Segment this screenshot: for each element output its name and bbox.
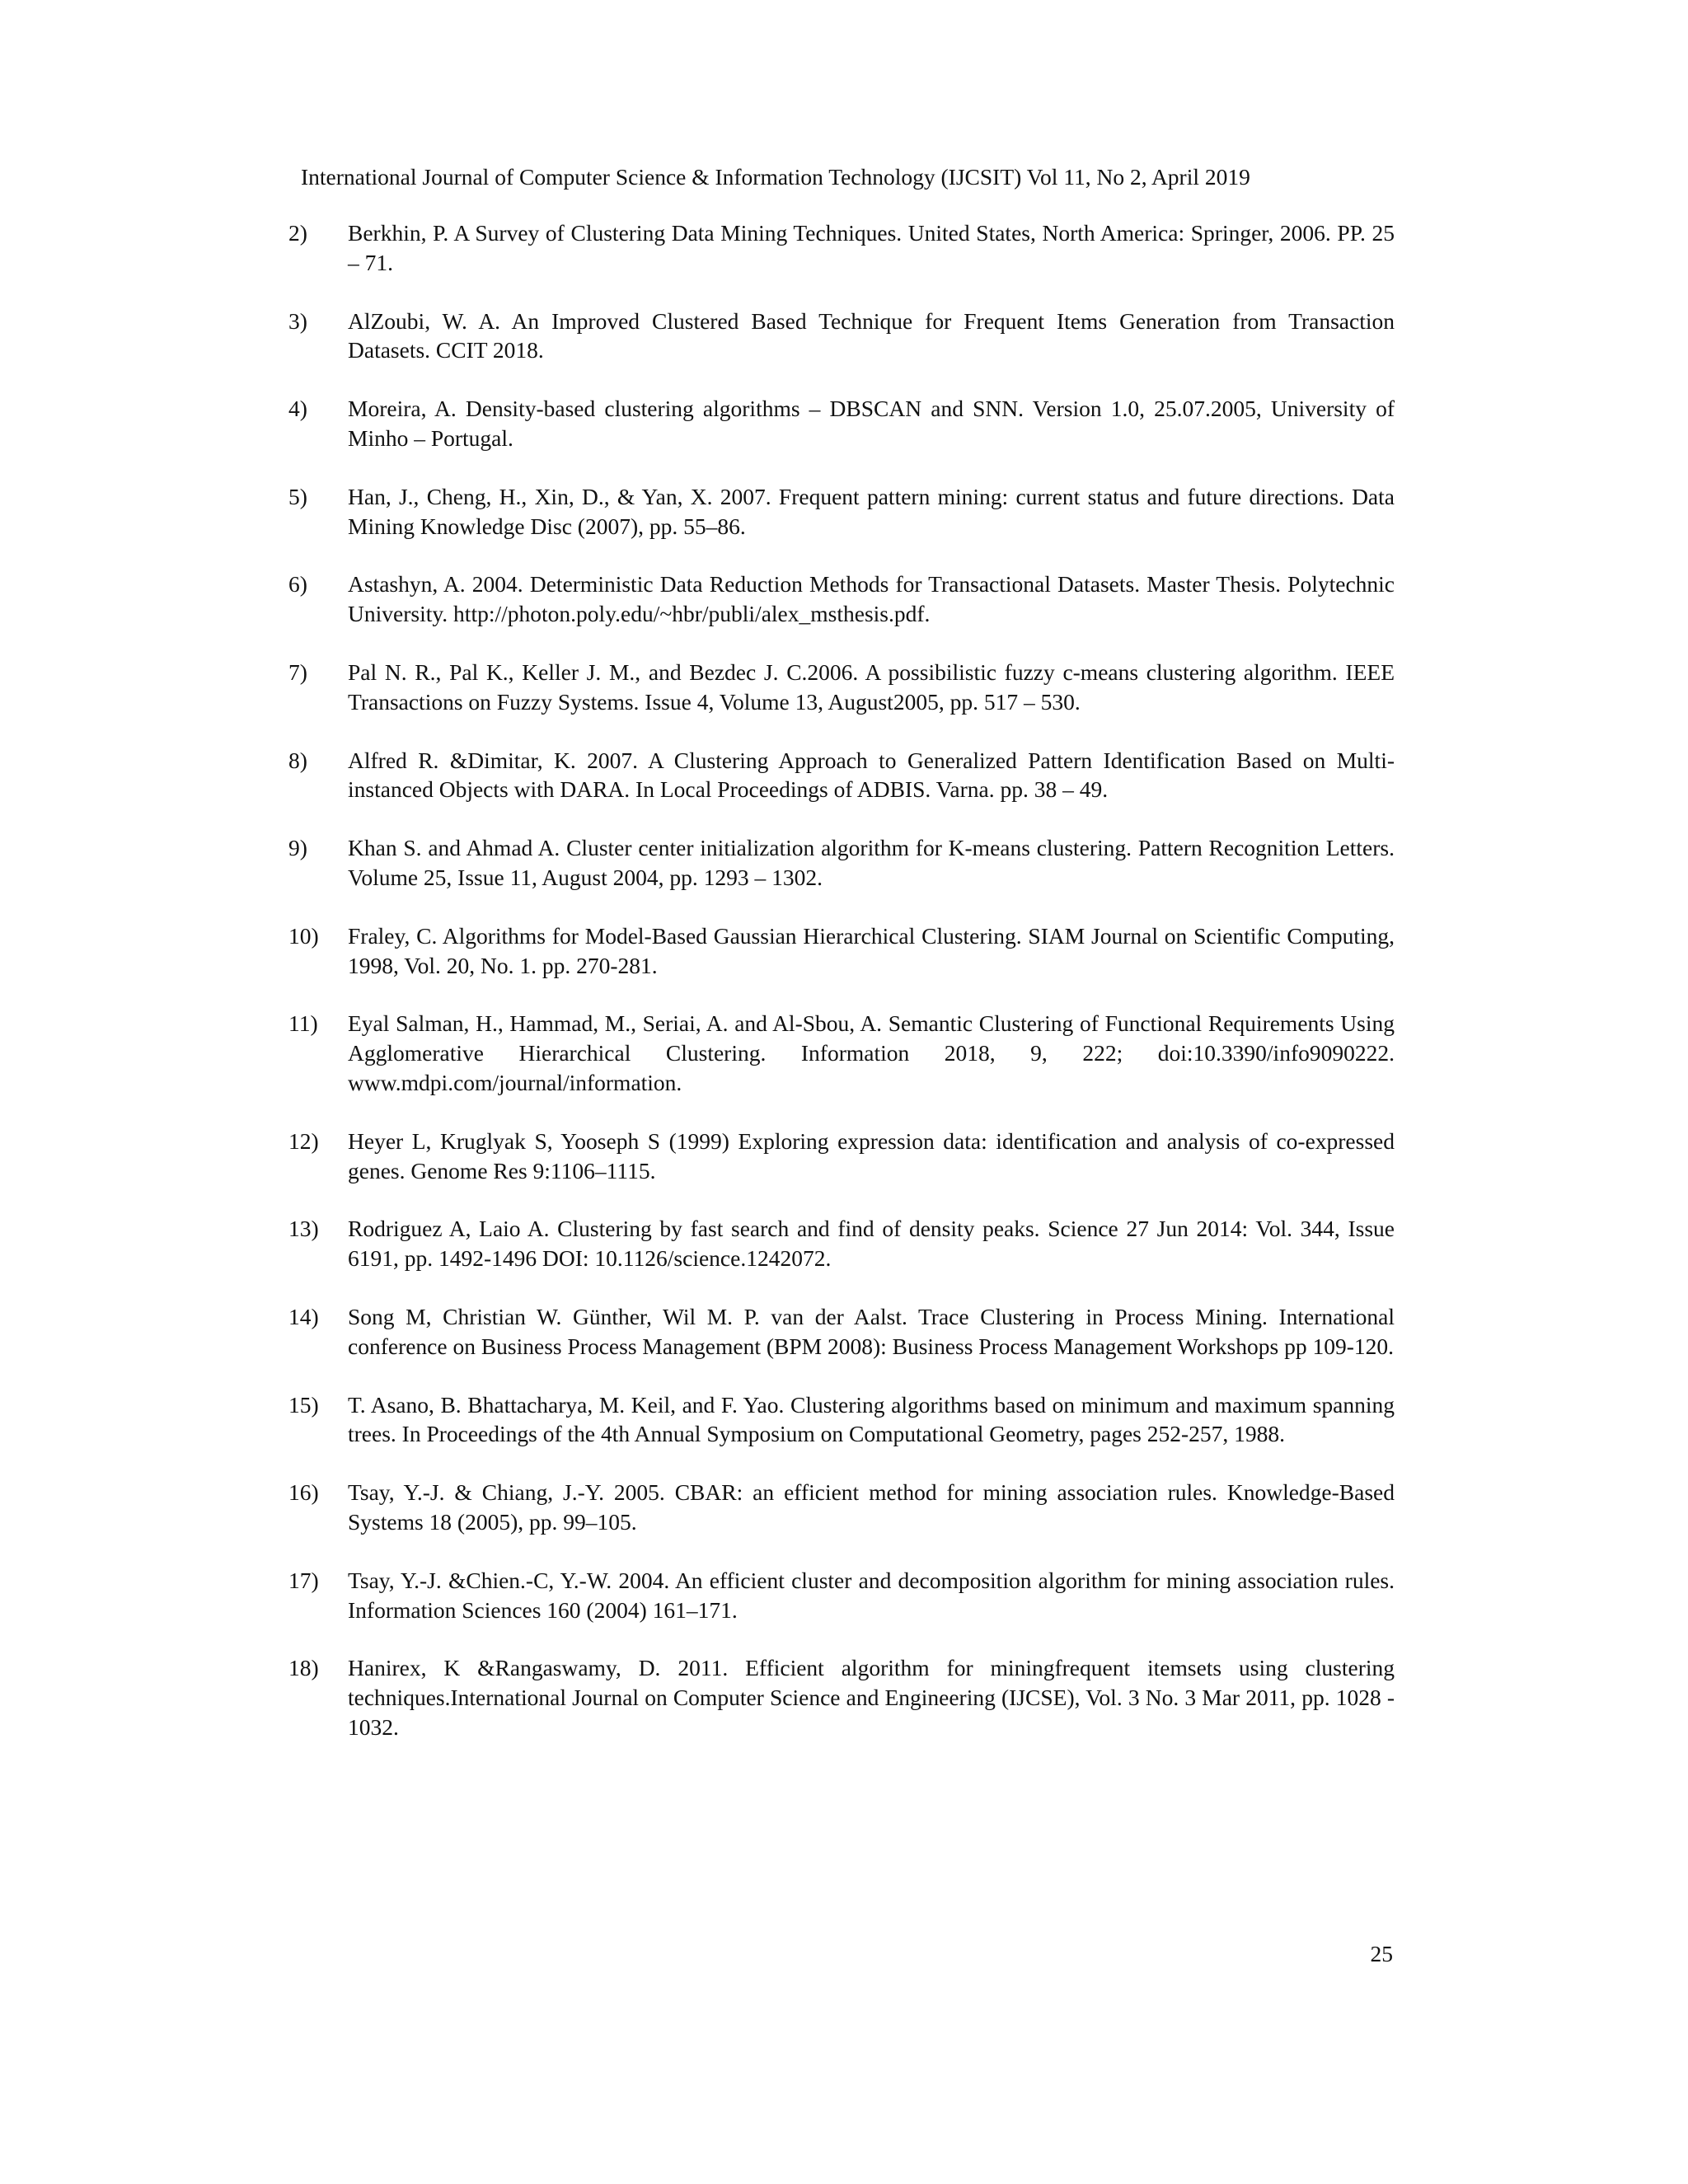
reference-item [288, 1478, 1395, 1537]
reference-text: Khan S. and Ahmad A. Cluster center initialization algorithm for K-means clustering. Pattern Recognition Letters. Volume 25, Issue 11, August 2004, pp. 1293 – 1302. [348, 835, 1395, 890]
reference-number: 6) [288, 571, 307, 598]
reference-item [288, 307, 1395, 366]
reference-text: Eyal Salman, H., Hammad, M., Seriai, A. and Al-Sbou, A. Semantic Clustering of Functional Requirements Using Agglomerative Hierarchical Clustering. Information 2018, 9, 222; doi:10.3390/info9090222. www.mdpi.com/journal/information. [348, 1010, 1395, 1095]
reference-text: Tsay, Y.-J. &Chien.-C, Y.-W. 2004. An efficient cluster and decomposition algorithm for mining association rules. Information Sciences 160 (2004) 161–171. [348, 1567, 1395, 1623]
reference-text: Moreira, A. Density-based clustering algorithms – DBSCAN and SNN. Version 1.0, 25.07.2005, University of Minho – Portugal. [348, 396, 1395, 451]
reference-number: 7) [288, 658, 307, 685]
reference-text: Heyer L, Kruglyak S, Yooseph S (1999) Exploring expression data: identification and analysis of co-expressed genes. Genome Res 9:1106–1115. [348, 1127, 1395, 1183]
reference-text: Rodriguez A, Laio A. Clustering by fast search and find of density peaks. Science 27 Jun 2014: Vol. 344, Issue 6191, pp. 1492-1496 DOI: 10.1126/science.1242072. [348, 1216, 1395, 1272]
reference-text: Pal N. R., Pal K., Keller J. M., and Bezdec J. C.2006. A possibilistic fuzzy c-means clustering algorithm. IEEE Transactions on Fuzzy Systems. Issue 4, Volume 13, August2005, pp. 517 – 530. [348, 658, 1395, 715]
reference-item [288, 1302, 1395, 1361]
reference-number: 3) [288, 307, 307, 334]
reference-number: 9) [288, 835, 307, 861]
reference-number: 16) [288, 1479, 319, 1506]
reference-text: Astashyn, A. 2004. Deterministic Data Reduction Methods for Transactional Datasets. Master Thesis. Polytechnic University. http://photon.poly.edu/~hbr/publi/alex_msthesis.pdf. [348, 571, 1395, 627]
reference-number: 12) [288, 1127, 319, 1154]
reference-number: 8) [288, 747, 307, 773]
reference-item [288, 218, 1395, 278]
reference-number: 10) [288, 922, 319, 949]
reference-text: Hanirex, K &Rangaswamy, D. 2011. Efficient algorithm for miningfrequent itemsets using clustering techniques.International Journal on Computer Science and Engineering (IJCSE), Vol. 3 No. 3 Mar 2011, pp. 1028 - 1032. [348, 1655, 1395, 1740]
reference-item [288, 394, 1395, 453]
reference-number: 5) [288, 483, 307, 509]
reference-number: 14) [288, 1303, 319, 1329]
page-number: 25 [1370, 1941, 1393, 1966]
reference-number: 17) [288, 1567, 319, 1593]
reference-number: 15) [288, 1391, 319, 1418]
reference-item [288, 569, 1395, 629]
reference-item [288, 833, 1395, 893]
reference-text: Berkhin, P. A Survey of Clustering Data Mining Techniques. United States, North America: Springer, 2006. PP. 25 – 71. [348, 220, 1395, 275]
reference-number: 2) [288, 220, 307, 246]
reference-text: T. Asano, B. Bhattacharya, M. Keil, and F. Yao. Clustering algorithms based on minimum and maximum spanning trees. In Proceedings of the 4th Annual Symposium on Computational Geometry, pages 252-257, 1988. [348, 1391, 1395, 1447]
reference-text: AlZoubi, W. A. An Improved Clustered Based Technique for Frequent Items Generation from Transaction Datasets. CCIT 2018. [348, 307, 1395, 363]
reference-item [288, 658, 1395, 717]
reference-list [288, 218, 1395, 1771]
reference-number: 4) [288, 396, 307, 422]
reference-text: Song M, Christian W. Günther, Wil M. P. van der Aalst. Trace Clustering in Process Mining. International conference on Business Process Management (BPM 2008): Business Process Management Workshops pp 109-120. [348, 1303, 1395, 1359]
reference-item [288, 921, 1395, 981]
reference-item [288, 1127, 1395, 1186]
reference-text: Tsay, Y.-J. & Chiang, J.-Y. 2005. CBAR: an efficient method for mining association rules. Knowledge-Based Systems 18 (2005), pp. 99–105. [348, 1479, 1395, 1535]
reference-text: Han, J., Cheng, H., Xin, D., & Yan, X. 2007. Frequent pattern mining: current status and future directions. Data Mining Knowledge Disc (2007), pp. 55–86. [348, 483, 1395, 539]
running-header: International Journal of Computer Science & Information Technology (IJCSIT) Vol 11, No 2, April 2019 [301, 164, 1250, 190]
reference-number: 13) [288, 1216, 319, 1242]
reference-item [288, 746, 1395, 805]
reference-item [288, 1390, 1395, 1450]
reference-text: Alfred R. &Dimitar, K. 2007. A Clustering Approach to Generalized Pattern Identification Based on Multi-instanced Objects with DARA. In Local Proceedings of ADBIS. Varna. pp. 38 – 49. [348, 747, 1395, 803]
reference-item [288, 1566, 1395, 1625]
reference-item [288, 1009, 1395, 1097]
reference-item [288, 1653, 1395, 1741]
reference-item [288, 1214, 1395, 1273]
reference-number: 18) [288, 1655, 319, 1681]
reference-text: Fraley, C. Algorithms for Model-Based Gaussian Hierarchical Clustering. SIAM Journal on Scientific Computing, 1998, Vol. 20, No. 1. pp. 270-281. [348, 922, 1395, 978]
reference-number: 11) [288, 1010, 318, 1037]
reference-item [288, 482, 1395, 541]
